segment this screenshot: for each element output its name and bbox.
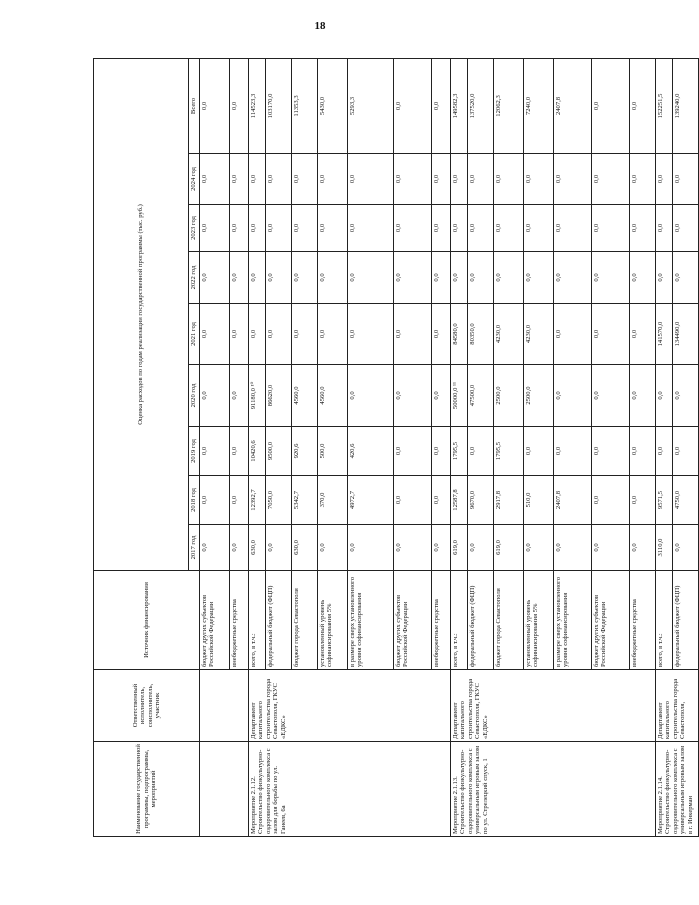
year-value-cell: 9500,0 [266, 427, 292, 476]
header-source: Источник финансирования [94, 571, 200, 670]
year-value-cell: 0,0 [394, 476, 432, 525]
header-year: 2024 год [189, 154, 200, 205]
funding-source-cell: в размере сверх установленного уровня софинансирования [348, 571, 394, 670]
year-value-cell: 0,0 [200, 365, 230, 427]
year-value-cell: 920,6 [292, 427, 318, 476]
year-value-cell: 0,0 [524, 427, 554, 476]
funding-source-cell: всего, в т.ч.: [656, 571, 673, 670]
year-value-cell: 0,0 [432, 154, 451, 205]
table-row [200, 58, 230, 836]
year-value-cell: 0,0 [249, 154, 266, 205]
year-value-cell: 0,0 [673, 154, 699, 205]
year-value-cell: 0,0 [266, 252, 292, 304]
funding-source-cell: федеральный бюджет (ФЦП) [266, 571, 292, 670]
funding-source-cell: внебюджетные средства [630, 571, 656, 670]
year-value-cell: 0,0 [592, 427, 630, 476]
year-value-cell: 4560,0 [292, 365, 318, 427]
header-executor: Ответственный исполнитель, соисполнитель, участник [94, 670, 200, 742]
year-value-cell: 86620,0 [266, 365, 292, 427]
year-value-cell: 91180,0 ¹⁰ [249, 365, 266, 427]
header-total: Всего [189, 58, 200, 153]
year-value-cell: 630,0 [249, 525, 266, 571]
year-value-cell: 0,0 [318, 525, 348, 571]
year-value-cell: 0,0 [554, 365, 592, 427]
year-value-cell: 0,0 [656, 252, 673, 304]
year-value-cell: 9670,0 [468, 476, 494, 525]
year-value-cell: 0,0 [432, 365, 451, 427]
year-value-cell: 4560,0 [318, 365, 348, 427]
table-body [200, 58, 699, 836]
year-value-cell: 0,0 [656, 205, 673, 252]
year-value-cell: 1795,5 [451, 427, 468, 476]
total-cell: 5293,3 [348, 58, 394, 153]
year-value-cell: 0,0 [592, 205, 630, 252]
year-value-cell: 0,0 [230, 154, 249, 205]
year-value-cell: 4750,0 [673, 476, 699, 525]
year-value-cell: 0,0 [318, 154, 348, 205]
year-value-cell: 0,0 [348, 525, 394, 571]
year-value-cell: 0,0 [673, 365, 699, 427]
year-value-cell: 0,0 [394, 427, 432, 476]
year-value-cell: 0,0 [432, 252, 451, 304]
table-row [249, 58, 266, 836]
year-value-cell: 5342,7 [292, 476, 318, 525]
year-value-cell: 50000,0 ¹¹ [451, 365, 468, 427]
year-value-cell: 12587,8 [451, 476, 468, 525]
funding-source-cell: бюджет других субъектов Российской Федерации [394, 571, 432, 670]
funding-source-cell: в размере сверх установленного уровня софинансирования [554, 571, 592, 670]
header-year: 2021 год [189, 304, 200, 365]
year-value-cell: 0,0 [673, 427, 699, 476]
year-value-cell: 0,0 [432, 525, 451, 571]
year-value-cell: 0,0 [554, 304, 592, 365]
year-value-cell: 0,0 [200, 205, 230, 252]
year-value-cell: 2500,0 [524, 365, 554, 427]
funding-source-cell: внебюджетные средства [230, 571, 249, 670]
year-value-cell: 9571,5 [656, 476, 673, 525]
program-name-cell: Мероприятие 2.1.13. Строительство физкультурно-оздоровительного комплекса с универсальным игровым залом по ул. Стрелецкий спуск, 1 [451, 742, 656, 837]
year-value-cell: 0,0 [266, 304, 292, 365]
year-value-cell: 4230,0 [494, 304, 524, 365]
year-value-cell: 0,0 [524, 205, 554, 252]
rotated-table-container [93, 59, 694, 837]
year-value-cell: 0,0 [230, 427, 249, 476]
table-row [656, 58, 673, 836]
year-value-cell: 0,0 [656, 427, 673, 476]
year-value-cell: 0,0 [630, 427, 656, 476]
year-value-cell: 0,0 [266, 525, 292, 571]
year-value-cell: 0,0 [249, 304, 266, 365]
year-value-cell: 0,0 [554, 205, 592, 252]
year-value-cell: 2500,0 [494, 365, 524, 427]
total-cell: 0,0 [432, 58, 451, 153]
year-value-cell: 0,0 [249, 205, 266, 252]
year-value-cell: 0,0 [673, 252, 699, 304]
executor-cell: Департамент капитального строительства города Севастополя, ГКУС «ЕДКС» [249, 670, 451, 742]
executor-cell: Департамент капитального строительства города Севастополя, [656, 670, 699, 742]
year-value-cell: 0,0 [468, 205, 494, 252]
year-value-cell: 0,0 [318, 252, 348, 304]
year-value-cell: 0,0 [592, 304, 630, 365]
year-value-cell: 0,0 [630, 476, 656, 525]
header-estimate: Оценка расходов по годам реализации государственной программы (тыс. руб.) [94, 58, 189, 570]
year-value-cell: 510,0 [524, 476, 554, 525]
year-value-cell: 0,0 [432, 476, 451, 525]
total-cell: 149582,3 [451, 58, 468, 153]
year-value-cell: 0,0 [432, 205, 451, 252]
total-cell: 7240,0 [524, 58, 554, 153]
total-cell: 152251,5 [656, 58, 673, 153]
year-value-cell: 0,0 [348, 205, 394, 252]
year-value-cell: 84580,0 [451, 304, 468, 365]
funding-source-cell: внебюджетные средства [432, 571, 451, 670]
year-value-cell: 0,0 [318, 205, 348, 252]
year-value-cell: 0,0 [592, 476, 630, 525]
year-value-cell: 0,0 [673, 525, 699, 571]
executor-cell: Департамент капитального строительства города Севастополя, ГКУС «ЕДКС» [451, 670, 656, 742]
year-value-cell: 0,0 [554, 427, 592, 476]
year-value-cell: 0,0 [592, 154, 630, 205]
budget-table [93, 58, 699, 837]
total-cell: 114523,3 [249, 58, 266, 153]
year-value-cell: 420,6 [348, 427, 394, 476]
year-value-cell: 47500,0 [468, 365, 494, 427]
year-value-cell: 0,0 [394, 304, 432, 365]
year-value-cell: 500,0 [318, 427, 348, 476]
year-value-cell: 0,0 [468, 252, 494, 304]
total-cell: 0,0 [230, 58, 249, 153]
year-value-cell: 0,0 [630, 154, 656, 205]
funding-source-cell: установленный уровень софинансирования 5% [318, 571, 348, 670]
year-value-cell: 2407,8 [554, 476, 592, 525]
header-year: 2018 год [189, 476, 200, 525]
year-value-cell: 0,0 [266, 205, 292, 252]
table-row [451, 58, 468, 836]
header-year: 2023 год [189, 205, 200, 252]
year-value-cell: 0,0 [630, 525, 656, 571]
year-value-cell: 619,0 [494, 525, 524, 571]
total-cell: 137520,0 [468, 58, 494, 153]
year-value-cell: 0,0 [630, 205, 656, 252]
year-value-cell: 0,0 [200, 154, 230, 205]
year-value-cell: 0,0 [348, 252, 394, 304]
year-value-cell: 0,0 [554, 154, 592, 205]
year-value-cell: 0,0 [230, 252, 249, 304]
funding-source-cell: всего, в т.ч.: [451, 571, 468, 670]
year-value-cell: 0,0 [318, 304, 348, 365]
total-cell: 139240,0 [673, 58, 699, 153]
year-value-cell: 0,0 [592, 252, 630, 304]
year-value-cell: 0,0 [348, 154, 394, 205]
year-value-cell: 0,0 [451, 205, 468, 252]
year-value-cell: 7050,0 [266, 476, 292, 525]
funding-source-cell: бюджет города Севастополя [494, 571, 524, 670]
total-cell: 5430,0 [318, 58, 348, 153]
funding-source-cell: установленный уровень софинансирования 5% [524, 571, 554, 670]
year-value-cell: 0,0 [656, 365, 673, 427]
year-value-cell: 0,0 [394, 205, 432, 252]
funding-source-cell: всего, в т.ч.: [249, 571, 266, 670]
year-value-cell: 3110,0 [656, 525, 673, 571]
year-value-cell: 0,0 [200, 252, 230, 304]
total-cell: 0,0 [394, 58, 432, 153]
funding-source-cell: бюджет других субъектов Российской Федерации [200, 571, 230, 670]
page-number: 18 [314, 20, 326, 32]
total-cell: 0,0 [200, 58, 230, 153]
total-cell: 0,0 [630, 58, 656, 153]
year-value-cell: 0,0 [394, 154, 432, 205]
year-value-cell: 0,0 [494, 252, 524, 304]
year-value-cell: 10420,6 [249, 427, 266, 476]
year-value-cell: 0,0 [394, 525, 432, 571]
year-value-cell: 0,0 [656, 154, 673, 205]
year-value-cell: 0,0 [249, 252, 266, 304]
year-value-cell: 0,0 [230, 304, 249, 365]
year-value-cell: 0,0 [468, 427, 494, 476]
year-value-cell: 0,0 [468, 525, 494, 571]
year-value-cell: 0,0 [394, 252, 432, 304]
total-cell: 11353,3 [292, 58, 318, 153]
year-value-cell: 80350,0 [468, 304, 494, 365]
header-year: 2017 год [189, 525, 200, 571]
year-value-cell: 141570,0 [656, 304, 673, 365]
year-value-cell: 0,0 [494, 205, 524, 252]
total-cell: 12062,3 [494, 58, 524, 153]
year-value-cell: 2917,8 [494, 476, 524, 525]
year-value-cell: 4230,0 [524, 304, 554, 365]
year-value-cell: 4972,7 [348, 476, 394, 525]
year-value-cell: 0,0 [451, 154, 468, 205]
year-value-cell: 1795,5 [494, 427, 524, 476]
year-value-cell: 0,0 [200, 427, 230, 476]
year-value-cell: 0,0 [348, 365, 394, 427]
year-value-cell: 134490,0 [673, 304, 699, 365]
header-year: 2019 год [189, 427, 200, 476]
year-value-cell: 0,0 [292, 252, 318, 304]
funding-source-cell: бюджет города Севастополя [292, 571, 318, 670]
total-cell: 0,0 [592, 58, 630, 153]
header-year: 2020 год [189, 365, 200, 427]
program-name-cell: Мероприятие 2.1.12. Строительство физкультурно-оздоровительного комплекса с залом для борьбы по ул. Ганеев, 6а [249, 742, 451, 837]
program-name-cell [200, 742, 249, 837]
year-value-cell: 0,0 [230, 365, 249, 427]
year-value-cell: 0,0 [524, 252, 554, 304]
year-value-cell: 0,0 [292, 205, 318, 252]
year-value-cell: 370,0 [318, 476, 348, 525]
year-value-cell: 0,0 [554, 252, 592, 304]
year-value-cell: 0,0 [432, 304, 451, 365]
funding-source-cell: бюджет других субъектов Российской Федерации [592, 571, 630, 670]
year-value-cell: 0,0 [524, 525, 554, 571]
year-value-cell: 0,0 [673, 205, 699, 252]
funding-source-cell: федеральный бюджет (ФЦП) [468, 571, 494, 670]
year-value-cell: 0,0 [348, 304, 394, 365]
year-value-cell: 12392,7 [249, 476, 266, 525]
total-cell: 103170,0 [266, 58, 292, 153]
program-name-cell: Мероприятие 2.1.14. Строительство физкультурно-оздоровительного комплекса с универсальным игровым залом в г. Инкерман [656, 742, 699, 837]
year-value-cell: 0,0 [230, 525, 249, 571]
year-value-cell: 0,0 [200, 476, 230, 525]
executor-cell [200, 670, 249, 742]
year-value-cell: 0,0 [468, 154, 494, 205]
year-value-cell: 0,0 [494, 154, 524, 205]
year-value-cell: 0,0 [630, 304, 656, 365]
year-value-cell: 0,0 [630, 365, 656, 427]
year-value-cell: 0,0 [592, 525, 630, 571]
year-value-cell: 0,0 [394, 365, 432, 427]
header-year: 2022 год [189, 252, 200, 304]
year-value-cell: 0,0 [266, 154, 292, 205]
year-value-cell: 0,0 [592, 365, 630, 427]
year-value-cell: 0,0 [200, 304, 230, 365]
year-value-cell: 0,0 [524, 154, 554, 205]
header-name: Наименование государственной программы, подпрограммы, мероприятий [94, 742, 200, 837]
year-value-cell: 0,0 [230, 205, 249, 252]
total-cell: 2407,8 [554, 58, 592, 153]
year-value-cell: 0,0 [554, 525, 592, 571]
year-value-cell: 0,0 [292, 304, 318, 365]
year-value-cell: 0,0 [630, 252, 656, 304]
year-value-cell: 619,0 [451, 525, 468, 571]
year-value-cell: 0,0 [230, 476, 249, 525]
year-value-cell: 0,0 [200, 525, 230, 571]
year-value-cell: 0,0 [292, 154, 318, 205]
year-value-cell: 0,0 [432, 427, 451, 476]
funding-source-cell: федеральный бюджет (ФЦП) [673, 571, 699, 670]
year-value-cell: 630,0 [292, 525, 318, 571]
year-value-cell: 0,0 [451, 252, 468, 304]
